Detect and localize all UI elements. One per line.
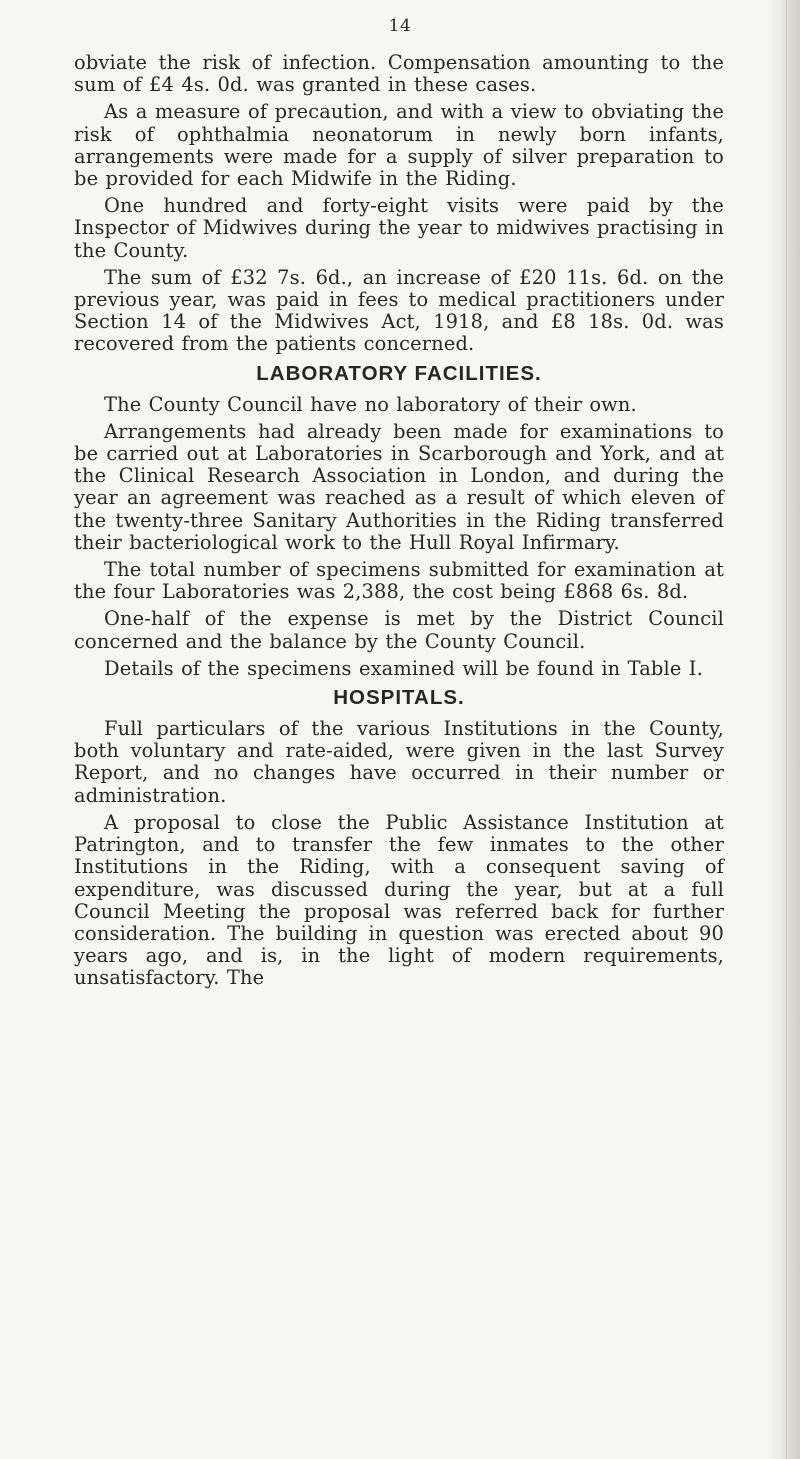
paragraph-expense-split: One-half of the expense is met by the District Council concerned and the balance by the County Council. — [74, 607, 724, 653]
paragraph-table-reference: Details of the specimens examined will be found in Table I. — [104, 656, 703, 680]
paragraph-laboratory-arrangements: Arrangements had already been made for examinations to be carried out at Laboratories in Scarborough and York, and at the Clinical Research Association in London, and during the year an agreement was reached as a result of which eleven of the twenty-three Sanitary Authorities in the Riding transferred their bacteriological work to the Hull Royal Infirmary. — [74, 419, 724, 554]
heading-laboratory-facilities: LABORATORY FACILITIES. — [256, 361, 542, 385]
paragraph-medical-fees: The sum of £32 7s. 6d., an increase of £20 11s. 6d. on the previous year, was paid in fees to medical practitioners under Section 14 of the Midwives Act, 1918, and £8 18s. 0d. was recovered from the patients concerned. — [74, 265, 724, 356]
paragraph-no-laboratory: The County Council have no laboratory of their own. — [104, 392, 637, 416]
document-body — [74, 52, 724, 995]
heading-hospitals: HOSPITALS. — [333, 686, 465, 710]
paragraph-infection-compensation: obviate the risk of infection. Compensation amounting to the sum of £4 4s. 0d. was granted in these cases. — [74, 51, 724, 97]
paragraph-specimen-total: The total number of specimens submitted for examination at the four Laboratories was 2,388, the cost being £868 6s. 8d. — [74, 558, 724, 604]
paragraph-ophthalmia-precaution: As a measure of precaution, and with a view to obviating the risk of ophthalmia neonatorum in newly born infants, arrangements were made for a supply of silver preparation to be provided for each Midwife in the Riding. — [74, 100, 724, 191]
page-number: 14 — [388, 16, 412, 36]
page-edge-shadow — [766, 0, 800, 1459]
paragraph-patrington-proposal: A proposal to close the Public Assistance Institution at Patrington, and to transfer the few inmates to the other Institutions in the Riding, with a consequent saving of expenditure, was discussed during the year, but at a full Council Meeting the proposal was referred back for further consideration. The building in question was erected about 90 years ago, and is, in the light of modern requirements, unsatisfactory. The — [74, 810, 724, 990]
paragraph-institutions: Full particulars of the various Institutions in the County, both voluntary and rate-aided, were given in the last Survey Report, and no changes have occurred in their number or administration. — [74, 717, 724, 807]
paragraph-inspector-visits: One hundred and forty-eight visits were paid by the Inspector of Midwives during the year to midwives practising in the County. — [74, 194, 724, 262]
